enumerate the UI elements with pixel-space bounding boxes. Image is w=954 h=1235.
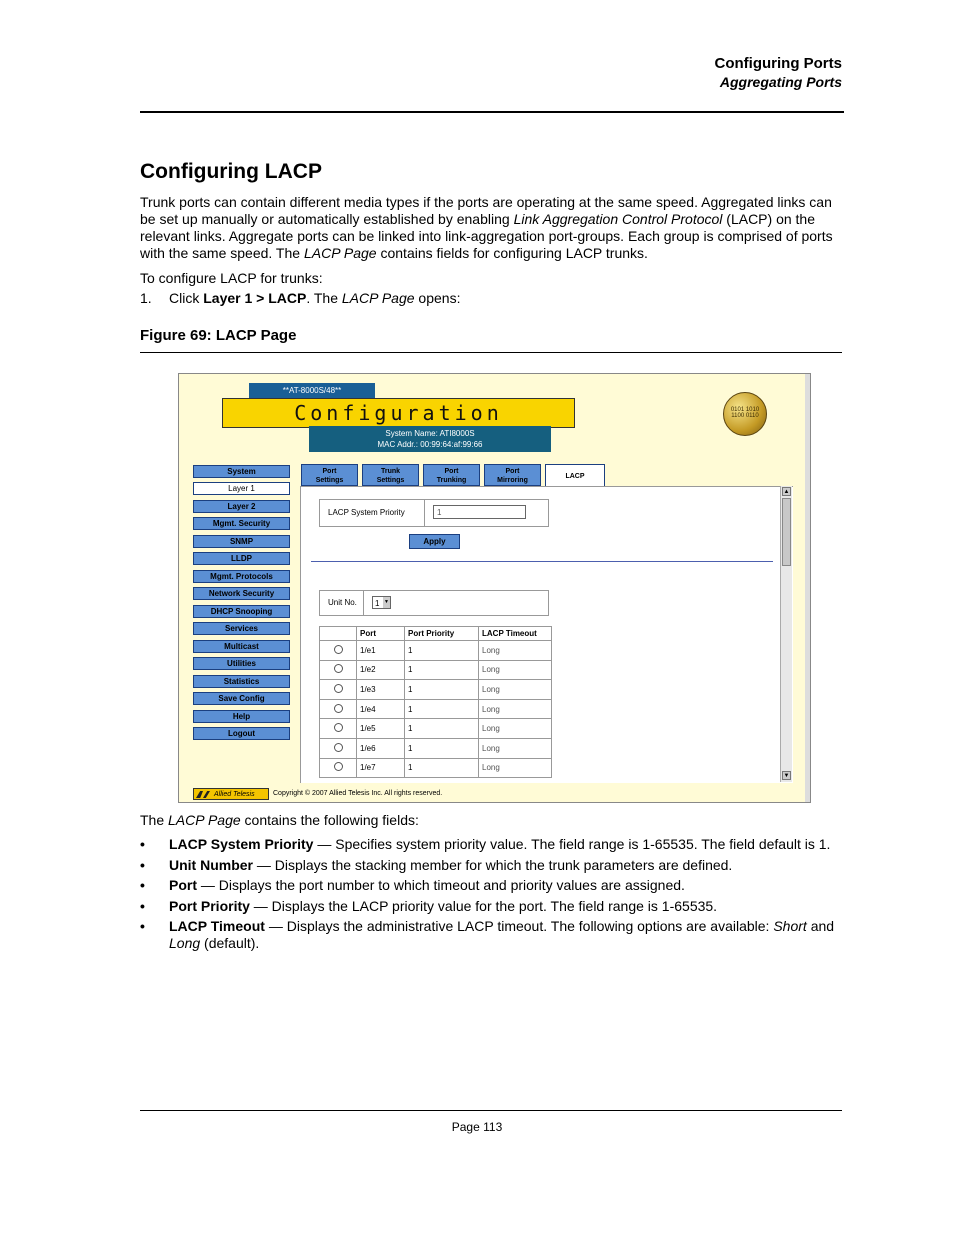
unit-number-select[interactable]: 1 ▼ [372,596,391,609]
nav-item[interactable]: LLDP [193,552,290,565]
column-header: Port [357,627,405,641]
list-item: • LACP Timeout — Displays the administrative LACP timeout. The following options are available: Short and Long (default). [140,918,835,951]
apply-button[interactable]: Apply [409,534,460,549]
tab[interactable]: Trunk Settings [362,464,419,486]
fields-intro: The LACP Page contains the following fields: [140,812,419,828]
row-select-radio[interactable] [334,723,343,732]
nav-item[interactable]: Layer 2 [193,500,290,513]
cell-port: 1/e6 [357,738,405,758]
cell-priority: 1 [405,758,479,778]
nav-item[interactable]: Utilities [193,657,290,670]
table-row [320,641,552,661]
unit-number-label: Unit No. [320,591,364,615]
tab[interactable]: Port Settings [301,464,358,486]
lacp-priority-box [319,499,549,527]
model-label: **AT-8000S/48** [249,383,375,398]
column-header: Port Priority [405,627,479,641]
row-select-radio[interactable] [334,704,343,713]
running-header-title: Configuring Ports [714,55,842,72]
figure-rule [140,352,842,353]
list-item: • Port Priority — Displays the LACP priority value for the port. The field range is 1-65535. [140,897,718,914]
nav-item[interactable]: Statistics [193,675,290,688]
panel-scrollbar[interactable] [780,486,792,782]
cell-port: 1/e3 [357,680,405,700]
lacp-port-table [319,626,552,778]
lacp-page-screenshot [178,373,811,803]
allied-telesis-logo: Allied Telesis [193,788,269,800]
instruction-text: To configure LACP for trunks: [140,270,323,286]
nav-item[interactable]: SNMP [193,535,290,548]
footer-rule [140,1110,842,1111]
nav-item[interactable]: Network Security [193,587,290,600]
screenshot-footer [193,788,805,800]
chevron-down-icon: ▼ [383,597,390,608]
configuration-banner: Configuration [222,398,575,428]
row-select-radio[interactable] [334,684,343,693]
list-item: • Port — Displays the port number to which timeout and priority values are assigned. [140,877,685,893]
tab[interactable]: LACP [545,464,605,488]
figure-caption: Figure 69: LACP Page [140,327,297,344]
tab[interactable]: Port Mirroring [484,464,541,486]
cell-timeout: Long [479,699,552,719]
cell-priority: 1 [405,660,479,680]
table-row [320,758,552,778]
cell-priority: 1 [405,719,479,739]
row-select-radio[interactable] [334,645,343,654]
cell-timeout: Long [479,660,552,680]
cell-timeout: Long [479,680,552,700]
copyright-text: Copyright © 2007 Allied Telesis Inc. All rights reserved. [273,790,443,797]
table-row [320,660,552,680]
lacp-panel [300,486,793,783]
table-row [320,680,552,700]
cell-timeout: Long [479,738,552,758]
divider [311,561,773,562]
row-select-radio[interactable] [334,664,343,673]
header-rule [140,111,844,113]
list-item: • Unit Number — Displays the stacking member for which the trunk parameters are defined. [140,856,733,873]
list-item: • LACP System Priority — Specifies system priority value. The field range is 1-65535. The field default is 1. [140,836,831,852]
system-info-box [309,426,551,452]
nav-item[interactable]: Help [193,710,290,723]
scroll-down-icon[interactable]: ▼ [783,773,790,779]
cell-priority: 1 [405,738,479,758]
intro-paragraph: Trunk ports can contain different media types if the ports are operating at the same speed. Aggregated links can be set up manually or automatically established by enabling Link Aggregation Control Protocol (LACP) on the relevant links. Aggregate ports can be linked into link-aggregation port-groups. Each group is comprised of ports with the same speed. The LACP Page contains fields for configuring LACP trunks. [140,194,833,261]
cell-port: 1/e2 [357,660,405,680]
page-number: Page 113 [451,1120,503,1134]
cell-timeout: Long [479,719,552,739]
column-header [320,627,357,641]
table-row [320,699,552,719]
cell-priority: 1 [405,699,479,719]
nav-item[interactable]: Save Config [193,692,290,705]
unit-number-box [319,590,549,616]
lacp-priority-label: LACP System Priority [320,500,425,526]
running-header-subtitle: Aggregating Ports [719,74,842,90]
nav-item[interactable]: Mgmt. Protocols [193,570,290,583]
tab[interactable]: Port Trunking [423,464,480,486]
table-row [320,719,552,739]
cell-port: 1/e4 [357,699,405,719]
system-name: System Name: ATI8000S [385,429,475,438]
globe-logo-icon: 0101 1010 1100 0110 [723,392,767,436]
cell-port: 1/e5 [357,719,405,739]
cell-priority: 1 [405,641,479,661]
row-select-radio[interactable] [334,743,343,752]
section-heading: Configuring LACP [140,160,322,183]
cell-port: 1/e1 [357,641,405,661]
mac-address: MAC Addr.: 00:99:64:af:99:66 [377,440,483,449]
column-header: LACP Timeout [479,627,552,641]
nav-item[interactable]: DHCP Snooping [193,605,290,618]
nav-item[interactable]: Mgmt. Security [193,517,290,530]
cell-timeout: Long [479,758,552,778]
scroll-up-icon[interactable]: ▲ [783,489,790,495]
nav-item[interactable]: Multicast [193,640,290,653]
field-list [140,836,844,956]
lacp-priority-input[interactable]: 1 [433,505,526,519]
scroll-thumb[interactable] [782,498,791,566]
cell-priority: 1 [405,680,479,700]
table-row [320,738,552,758]
cell-timeout: Long [479,641,552,661]
nav-item[interactable]: System [193,465,290,478]
cell-port: 1/e7 [357,758,405,778]
step-1: 1. Click Layer 1 > LACP. The LACP Page opens: [140,290,461,306]
row-select-radio[interactable] [334,762,343,771]
nav-item[interactable]: Layer 1 [193,482,290,495]
nav-item[interactable]: Logout [193,727,290,740]
nav-item[interactable]: Services [193,622,290,635]
